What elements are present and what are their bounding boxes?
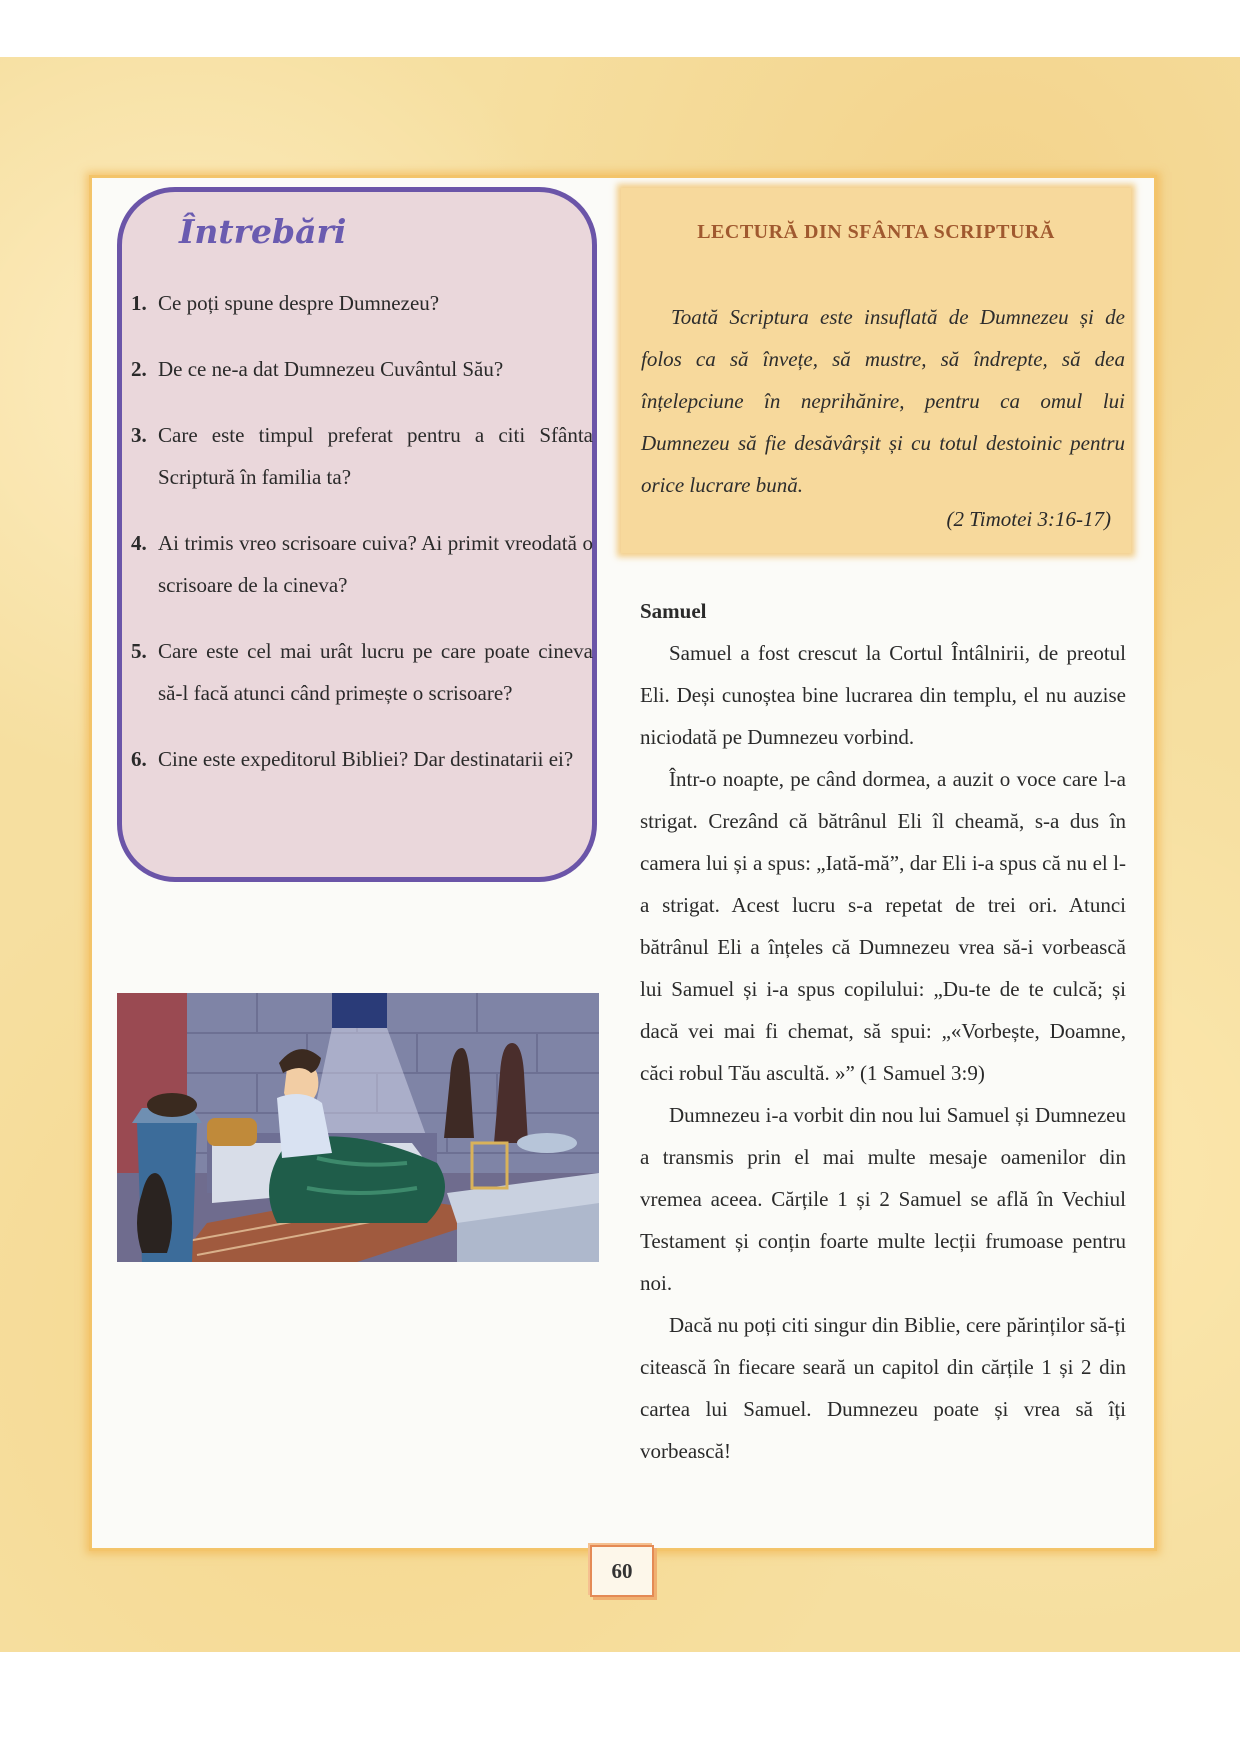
question-text: Cine este expeditorul Bibliei? Dar destinatarii ei? [158, 747, 574, 771]
article-paragraph: Dumnezeu i-a vorbit din nou lui Samuel și Dumnezeu a transmis prin el mai multe mesaje oamenilor din vremea aceea. Cărțile 1 și 2 Samuel se află în Vechiul Testament și conțin foarte multe lecții frumoase pentru noi. [640, 1103, 1126, 1295]
samuel-article [640, 590, 1126, 1472]
question-item [131, 738, 593, 780]
scripture-reference: (2 Timotei 3:16-17) [946, 507, 1111, 531]
samuel-illustration [117, 993, 599, 1262]
questions-list [131, 282, 593, 804]
question-item [131, 282, 593, 324]
question-number: 1. [131, 291, 147, 315]
question-number: 6. [131, 747, 147, 771]
question-number: 3. [131, 423, 147, 447]
article-paragraph: Dacă nu poți citi singur din Biblie, cere părinților să-ți citească în fiecare seară un capitol din cărțile 1 și 2 din cartea lui Samuel. Dumnezeu poate și vrea să îți vorbească! [640, 1313, 1126, 1463]
question-text: Care este cel mai urât lucru pe care poate cineva să-l facă atunci când primește o scrisoare? [158, 639, 593, 705]
samuel-bedroom-image [117, 993, 599, 1262]
question-text: Ce poți spune despre Dumnezeu? [158, 291, 440, 315]
questions-box [117, 187, 597, 882]
scripture-verse: Toată Scriptura este insuflată de Dumnezeu și de folos ca să învețe, să mustre, să îndrepte, să dea înțelepciune în neprihănire, pentru ca omul lui Dumnezeu să fie desăvârșit și cu totul destoinic pentru orice lucrare bună. [641, 305, 1125, 497]
question-text: Care este timpul preferat pentru a citi Sfânta Scriptură în familia ta? [158, 423, 593, 489]
question-number: 2. [131, 357, 147, 381]
question-number: 5. [131, 639, 147, 663]
question-text: Ai trimis vreo scrisoare cuiva? Ai primit vreodată o scrisoare de la cineva? [158, 531, 593, 597]
question-item [131, 630, 593, 714]
question-item [131, 414, 593, 498]
page-number: 60 [590, 1545, 654, 1597]
question-number: 4. [131, 531, 147, 555]
question-item [131, 522, 593, 606]
question-text: De ce ne-a dat Dumnezeu Cuvântul Său? [158, 357, 504, 381]
article-paragraph: Într-o noapte, pe când dormea, a auzit o voce care l-a strigat. Crezând că bătrânul Eli îl cheamă, s-a dus în camera lui și a spus: „Iată-mă”, dar Eli i-a spus că nu el l-a strigat. Acest lucru s-a repetat de trei ori. Atunci bătrânul Eli a înțeles că Dumnezeu vrea să-i vorbească lui Samuel și i-a spus copilului: „Du-te de te culcă; și dacă vei mai fi chemat, să spui: „«Vorbește, Doamne, căci robul Tău ascultă. »” (1 Samuel 3:9) [640, 767, 1126, 1085]
scripture-reading-title: LECTURĂ DIN SFÂNTA SCRIPTURĂ [697, 221, 1055, 243]
questions-title: Întrebări [179, 212, 347, 251]
article-paragraph: Samuel a fost crescut la Cortul Întâlnirii, de preotul Eli. Deși cunoștea bine lucrarea din templu, el nu auzise niciodată pe Dumnezeu vorbind. [640, 641, 1126, 749]
scripture-reading-box [621, 188, 1131, 553]
question-item [131, 348, 593, 390]
article-title: Samuel [640, 599, 707, 623]
